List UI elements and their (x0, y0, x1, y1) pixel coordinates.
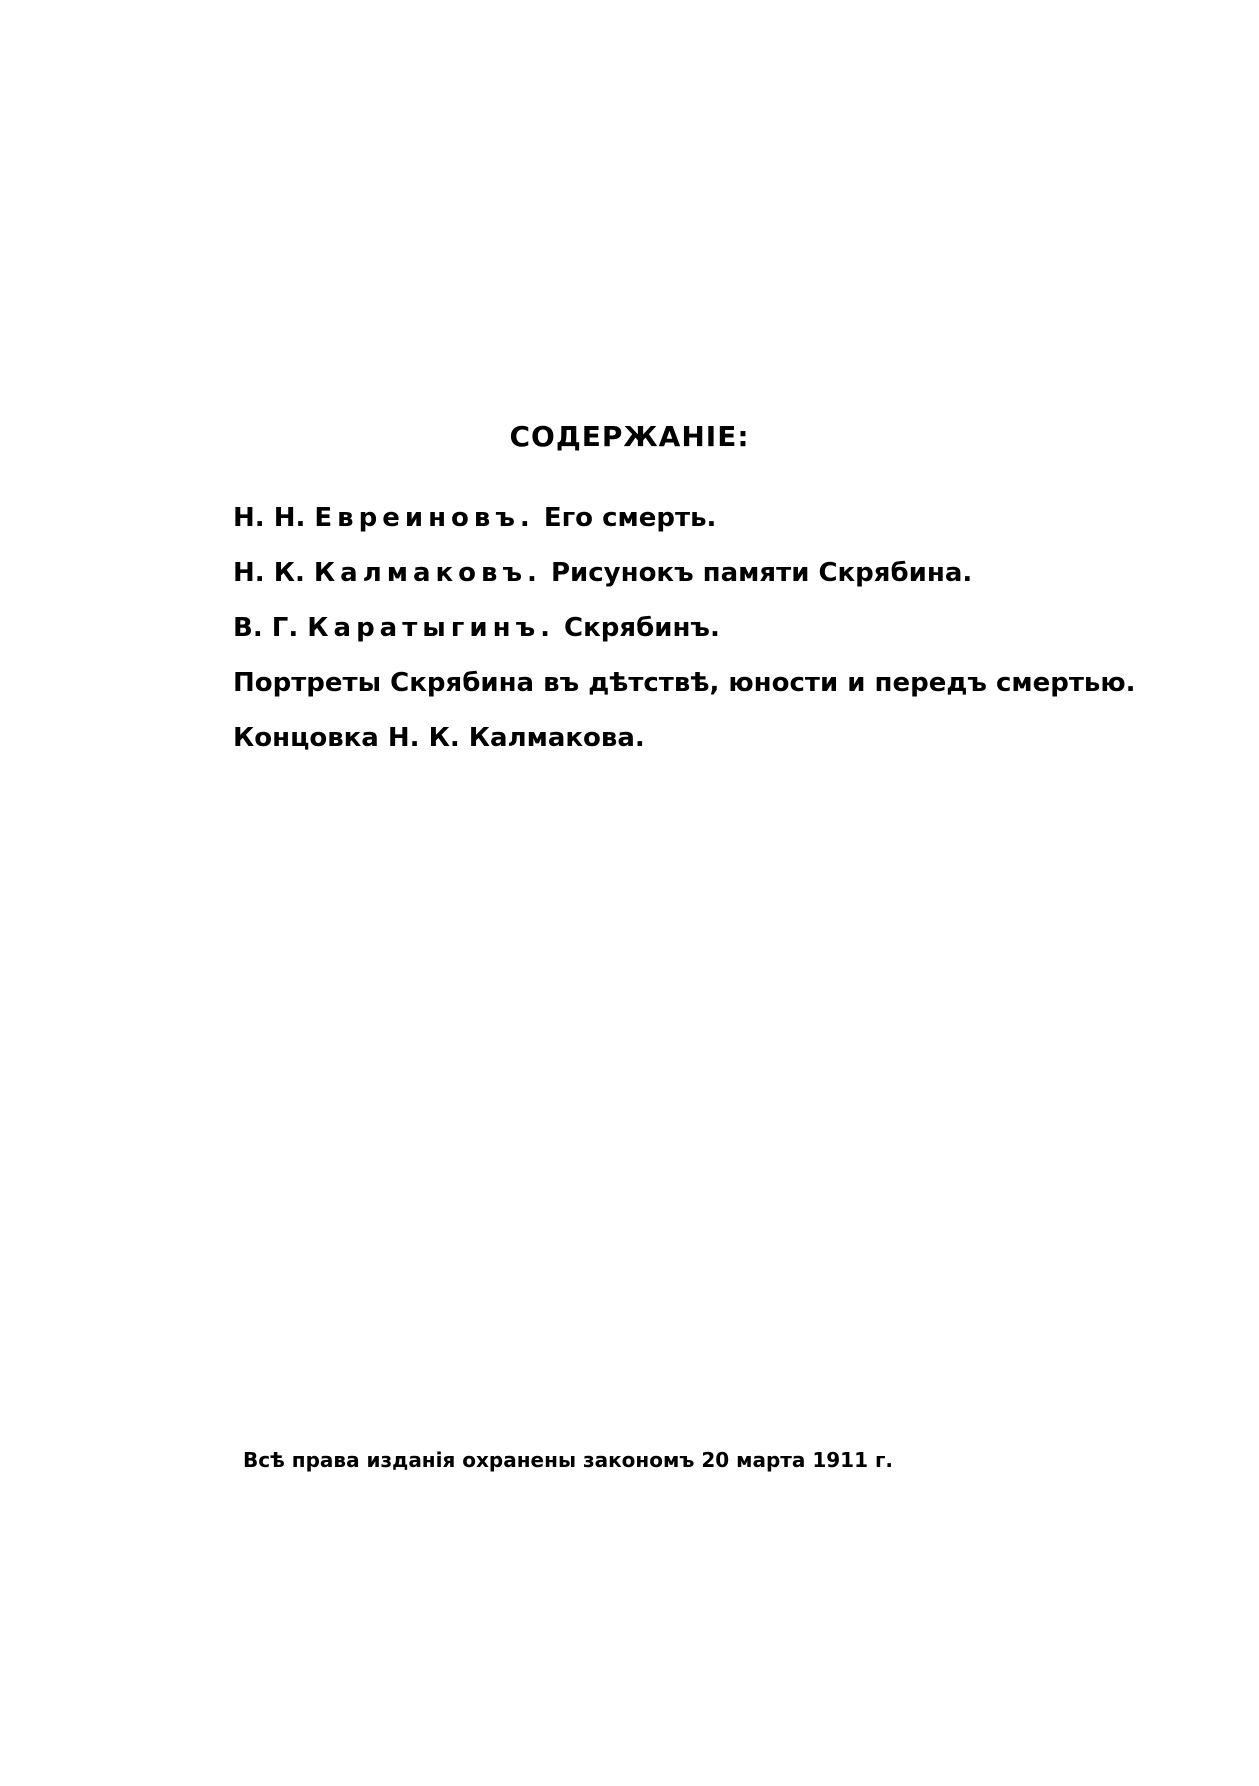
toc-item-karatygin (233, 610, 1133, 665)
toc-item-initials: Н. Н. (233, 503, 306, 533)
toc-item-work: Скрябинъ. (564, 613, 720, 643)
copyright-notice: Всѣ права изданія охранены закономъ 20 марта 1911 г. (243, 1448, 893, 1472)
toc-item-initials: Н. К. (233, 558, 305, 588)
toc-item-kalmakov (233, 555, 1133, 610)
toc-item-author: Каратыгинъ. (307, 613, 555, 643)
toc-item-author: Евреиновъ. (314, 503, 535, 533)
toc-item-portraits: Портреты Скрябина въ дѣтствѣ, юности и передъ смертью. (233, 668, 1136, 698)
toc-item-work: Рисунокъ памяти Скрябина. (550, 558, 973, 588)
page-title: СОДЕРЖАНІЕ: (509, 420, 750, 453)
toc-item-tailpiece: Концовка Н. К. Калмакова. (233, 723, 645, 753)
toc-item-initials: В. Г. (233, 613, 299, 643)
toc-item-author: Калмаковъ. (313, 558, 542, 588)
toc-item-work: Его смерть. (543, 503, 717, 533)
table-of-contents (233, 500, 1136, 775)
toc-item-evreinov (233, 500, 1133, 555)
